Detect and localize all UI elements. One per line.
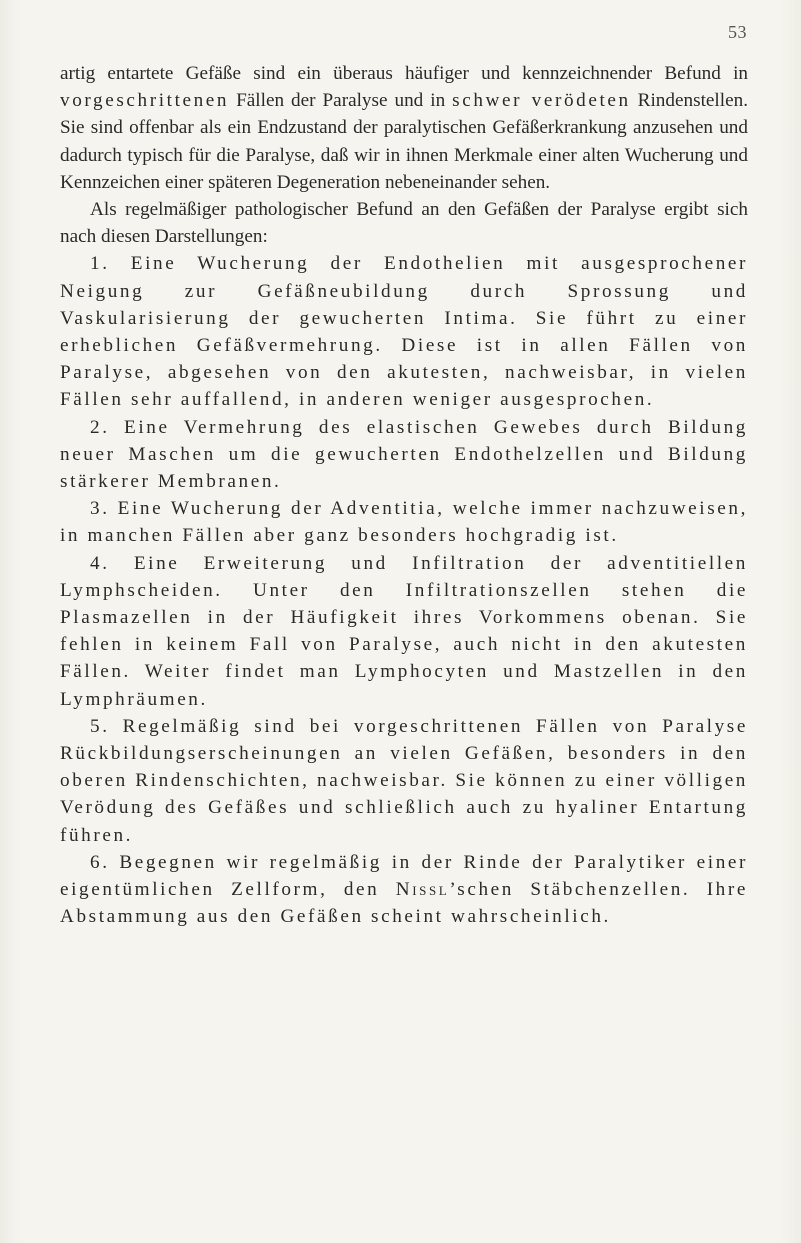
list-item-4: 4. Eine Erweiterung und Infiltration der adventitiellen Lymphscheiden. Unter den Infiltrationszellen stehen die Plasmazellen in der Häufigkeit ihres Vorkommens obenan. Sie fehlen in keinem Fall von Paralyse, auch nicht in den akutesten Fällen. Weiter findet man Lymphocyten und Mastzellen in den Lymphräumen. xyxy=(60,552,748,710)
emphasis-schwer-veroedeten: schwer verödeten xyxy=(452,90,631,112)
list-item-1: 1. Eine Wucherung der Endothelien mit ausgesprochener Neigung zur Gefäßneubildung durch Sprossung und Vaskularisierung der gewucherten Intima. Sie führt zu einer erheblichen Gefäßvermehrung. Diese ist in allen Fällen von Paralyse, abgesehen von den akutesten, nachweisbar, in vielen Fällen sehr auffallend, in anderen weniger ausgesprochen. xyxy=(60,253,748,411)
body-text xyxy=(60,60,748,931)
paragraph-1 xyxy=(60,60,748,196)
emphasis-vorgeschrittenen: vorgeschrittenen xyxy=(60,90,230,112)
paragraph-1-text-e: Rindenstellen. Sie sind offenbar als ein Endzustand der paralytischen Gefäßerkrankung anzusehen und dadurch typisch für die Paralyse, daß wir in ihnen Merkmale einer alten Wucherung und Kennzeichen einer späteren Degeneration nebeneinander sehen. xyxy=(60,90,748,193)
paragraph-1-text-c: Fällen der Paralyse und in xyxy=(229,90,453,112)
paragraph-2: Als regelmäßiger pathologischer Befund an den Gefäßen der Paralyse ergibt sich nach diesen Darstellungen: xyxy=(60,199,748,248)
paragraph-1-text-a: artig entartete Gefäße sind ein überaus häufiger und kennzeichnender Befund in xyxy=(60,63,748,84)
list-item-2: 2. Eine Vermehrung des elastischen Gewebes durch Bildung neuer Maschen um die gewucherten Endothelzellen und Bildung stärkerer Membranen. xyxy=(60,416,748,493)
list-item-3: 3. Eine Wucherung der Adventitia, welche immer nachzuweisen, in manchen Fällen aber ganz besonders hochgradig ist. xyxy=(60,498,748,547)
page-number: 53 xyxy=(728,22,747,42)
list-item-6-text-a: 6. Begegnen wir regelmäßig in der Rinde der Paralytiker einer eigentümlichen Zellform, den xyxy=(60,851,748,901)
list-item-5: 5. Regelmäßig sind bei vorgeschrittenen Fällen von Paralyse Rückbildungserscheinungen an vielen Gefäßen, besonders in den oberen Rindenschichten, nachweisbar. Sie können zu einer völligen Verödung des Gefäßes und schließlich auch zu hyaliner Entartung führen. xyxy=(60,715,748,846)
list-item-6 xyxy=(60,849,748,931)
author-name-nissl: Nissl xyxy=(395,879,450,901)
list-item-6-text-c: ’schen Stäbchenzellen. Ihre Abstammung aus den Gefäßen scheint wahrscheinlich. xyxy=(60,879,748,928)
